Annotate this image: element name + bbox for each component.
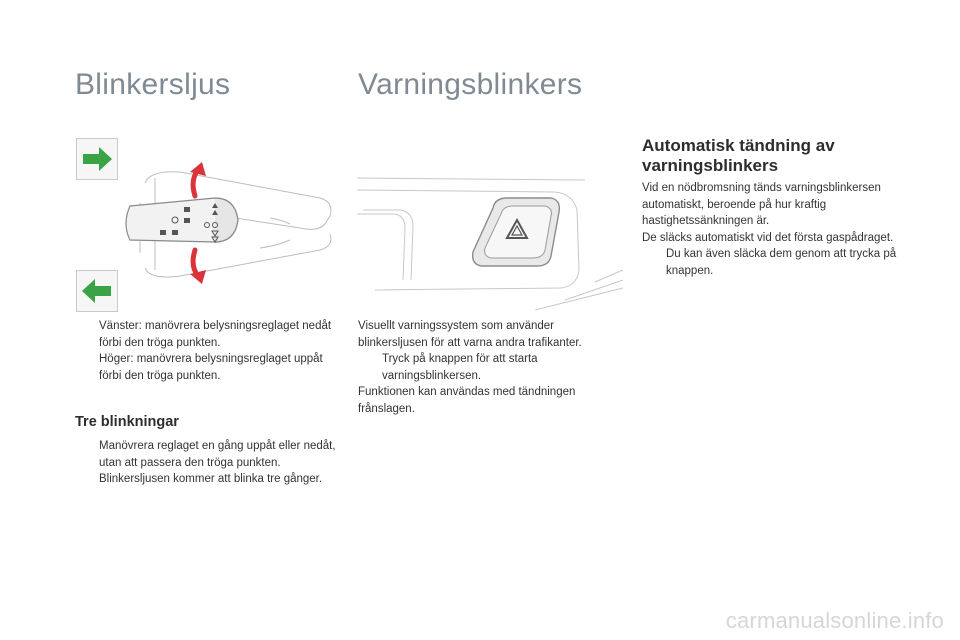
hazard-instructions-list [358, 351, 608, 384]
right-turn-indicator [76, 138, 118, 180]
hazard-button-illustration [355, 170, 625, 310]
automatic-hazard-para2: De släcks automatiskt vid det första gaspådraget. [642, 231, 894, 244]
list-item: Vänster: manövrera belysningsreglaget nedåt förbi den tröga punkten. [99, 320, 332, 349]
list-item: Du kan även släcka dem genom att trycka på knappen. [666, 248, 897, 277]
title-blinkersljus: Blinkersljus [75, 68, 231, 101]
automatic-hazard-para: Vid en nödbromsning tänds varningsblinkersen automatiskt, beroende på hur kraftig hastighetssänkningen är. [642, 182, 881, 227]
list-item: Manövrera reglaget en gång uppåt eller nedåt, utan att passera den tröga punkten. Blinkersljusen kommer att blinka tre gånger. [99, 440, 336, 485]
three-blinks-list [75, 438, 337, 488]
automatic-hazard-list [642, 246, 904, 279]
hazard-description [358, 318, 608, 417]
stalk-instructions-list [75, 318, 335, 384]
watermark: carmanualsonline.info [725, 608, 944, 633]
subheading-tre-blinkningar: Tre blinkningar [75, 414, 179, 430]
automatic-hazard-description [642, 180, 904, 279]
title-varningsblinkers: Varningsblinkers [358, 68, 583, 101]
left-turn-indicator [76, 270, 118, 312]
arrow-left-icon [77, 271, 117, 311]
heading-automatic-hazard: Automatisk tändning av varningsblinkers [642, 136, 835, 175]
list-item: Höger: manövrera belysningsreglaget uppåt förbi den tröga punkten. [99, 353, 323, 382]
hazard-intro: Visuellt varningssystem som använder blinkersljusen för att varna andra trafikanter. [358, 320, 582, 349]
hazard-outro: Funktionen kan användas med tändningen frånslagen. [358, 386, 576, 415]
light-stalk-illustration [120, 158, 340, 288]
arrow-right-icon [77, 139, 117, 179]
list-item: Tryck på knappen för att starta varningsblinkersen. [382, 353, 538, 382]
